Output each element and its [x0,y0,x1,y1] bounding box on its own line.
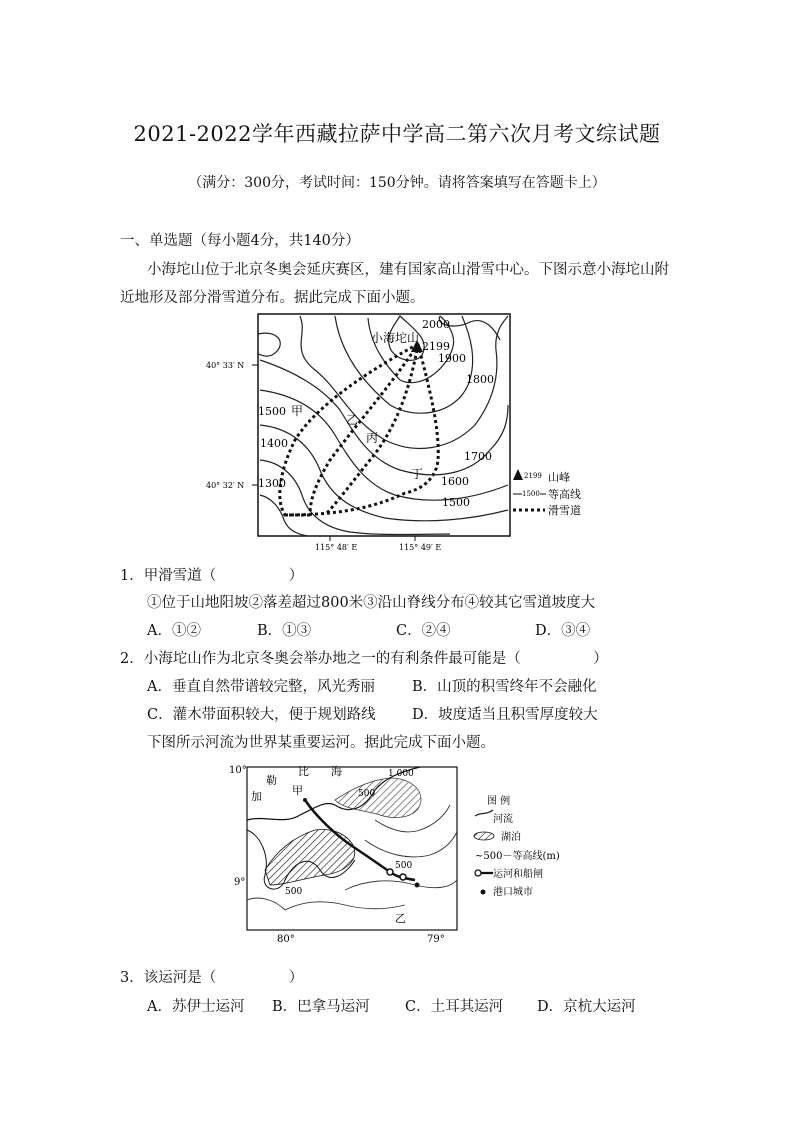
question-3-option-b: B．巴拿马运河 [272,999,370,1015]
contour-label: 1900 [438,352,466,365]
lock-legend-icon [475,870,481,876]
peak-elevation: 2199 [422,340,450,353]
peak-legend-icon [513,469,523,480]
question-1-option-d: D．③④ [535,623,591,639]
contour-label: 1500 [442,496,470,509]
question-1-stem: 1．甲滑雪道（ ） [120,568,304,584]
intro-paragraph-line2: 近地形及部分滑雪道分布。据此完成下面小题。 [120,290,425,306]
intro-paragraph-line1: 小海坨山位于北京冬奥会延庆赛区，建有国家高山滑雪中心。下图示意小海坨山附 [147,262,669,278]
question-3-option-a: A．苏伊士运河 [147,999,245,1015]
legend-river: 河流 [493,814,513,825]
question-1-statements: ①位于山地阳坡②落差超过800米③沿山脊线分布④较其它雪道坡度大 [147,595,596,611]
canal-map-svg [225,760,565,950]
contour-label: 1400 [260,437,288,450]
section-heading: 一、单选题（每小题4分，共140分） [120,233,360,249]
contour-label: 1 000 [388,769,414,779]
sea-label: 勒 [266,774,277,787]
latitude-bottom: 40° 32′ N [206,481,245,490]
question-2-option-d: D．坡度适当且积雪厚度较大 [412,707,598,723]
map-legend [513,469,581,517]
port-city [415,883,420,888]
place-label-jia: 甲 [292,784,303,797]
page-title: 2021-2022学年西藏拉萨中学高二第六次月考文综试题 [133,122,661,146]
question-1-option-c: C．②④ [396,623,451,639]
legend-contour-sample: 1500 [522,490,540,498]
question-3-stem: 3．该运河是（ ） [120,970,304,986]
longitude-right: 115° 49′ E [399,543,442,552]
question-2-option-b: B．山顶的积雪终年不会融化 [412,679,597,695]
map-legend [474,794,560,898]
peak-name: 小海坨山 [371,331,420,345]
canal-lock [400,874,406,880]
legend-peak-sample: 2199 [524,472,542,480]
contour-label: 500 [285,887,303,897]
contour-label: 1700 [464,450,492,463]
legend-contour: ~500－等高线(m) [475,851,560,862]
longitude-right: 79° [427,934,445,945]
contour-label: 1600 [441,475,469,488]
contour-label: 1300 [258,477,286,490]
place-label-yi: 乙 [395,912,406,925]
exam-instructions: （满分：300分，考试时间：150分钟。请将答案填写在答题卡上） [188,175,606,191]
question-2-option-c: C．灌木带面积较大，便于规划路线 [147,707,376,723]
contour-label: 500 [395,861,413,871]
legend-canal: 运河和船闸 [493,869,543,880]
contour-label: 2000 [422,318,450,331]
lake-legend-icon [474,832,494,840]
canal-map [225,760,565,950]
canal-lock [387,869,393,875]
contour-label: 1500 [258,405,286,418]
sea-label: 加 [251,790,262,803]
ski-run-label-bing: 丙 [366,431,379,445]
sea-label: 比 [298,765,309,778]
ski-run-label-yi: 乙 [346,413,359,427]
intro-paragraph-2: 下图所示河流为世界某重要运河。据此完成下面小题。 [147,735,495,751]
ski-runs [280,344,438,515]
question-2-stem: 2．小海坨山作为北京冬奥会举办地之一的有利条件最可能是（ ） [120,651,608,667]
legend-peak: 山峰 [548,471,570,484]
lake [335,778,421,818]
legend-title: 图 例 [487,796,511,807]
latitude-top: 40° 33′ N [206,361,245,370]
latitude-bottom: 9° [234,877,246,888]
question-2-option-a: A．垂直自然带谱较完整，风光秀丽 [147,679,375,695]
question-3-option-c: C．土耳其运河 [405,999,504,1015]
contour-label: 500 [358,789,376,799]
latitude-top: 10° [229,765,247,776]
question-3-option-d: D．京杭大运河 [537,999,636,1015]
topographic-map [200,310,600,555]
ski-run-label-ding: 丁 [411,467,424,481]
longitude-left: 80° [277,934,295,945]
longitude-left: 115° 48′ E [315,543,358,552]
port-legend-icon [481,890,486,895]
port-city [303,798,307,802]
legend-ski: 滑雪道 [548,504,581,517]
question-1-option-b: B．①③ [257,623,312,639]
topographic-map-svg [200,310,600,555]
river-legend-icon [475,810,493,816]
contour-label: 1800 [466,373,494,386]
question-1-option-a: A．①② [147,623,201,639]
legend-contour: 等高线 [548,488,581,501]
sea-label: 海 [331,765,342,778]
legend-lake: 湖泊 [501,832,521,843]
ski-run-label-jia: 甲 [291,404,304,418]
legend-port: 港口城市 [493,887,533,898]
